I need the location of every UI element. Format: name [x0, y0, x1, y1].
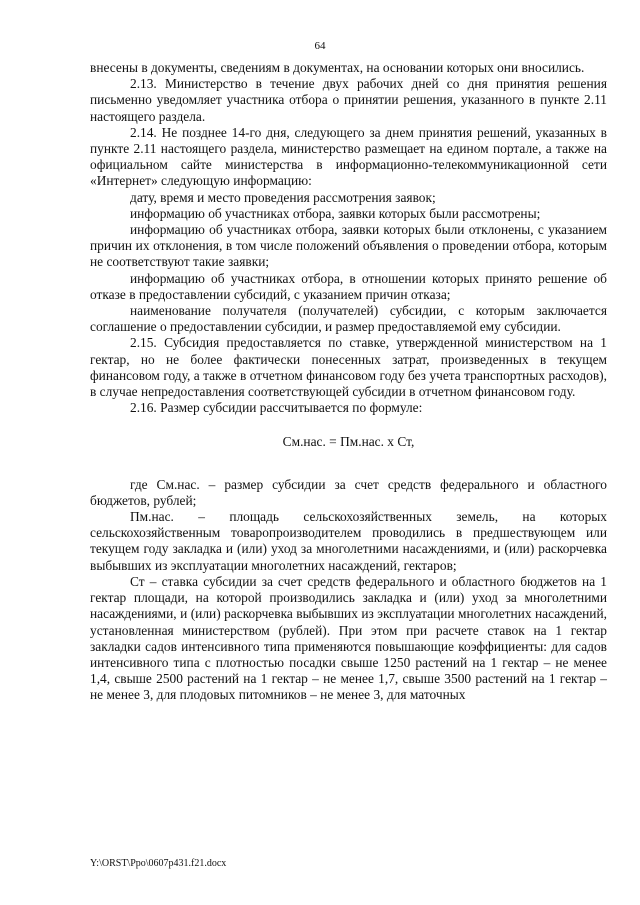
formula: См.нас. = Пм.нас. х Ст, [282, 434, 415, 450]
page-number: 64 [314, 40, 326, 52]
paragraph-2-14: 2.14. Не позднее 14-го дня, следующего за днем принятия решений, указанных в пункте 2.11 настоящего раздела, министерство размещает на едином портале, а также на официальном сайте министерства в информационно-телекоммуникационной сети «Интернет» следующую информацию: [90, 124, 607, 189]
paragraph-2-16: 2.16. Размер субсидии рассчитывается по формуле: [130, 400, 423, 416]
list-item: информацию об участниках отбора, заявки которых были отклонены, с указанием причин их отклонения, в том числе положений объявления о проведении отбора, которым не соответствуют такие заявки; [90, 222, 607, 270]
paragraph: внесены в документы, сведениям в документах, на основании которых они вносились. [90, 60, 585, 75]
document-body [90, 60, 607, 704]
definition: Ст – ставка субсидии за счет средств федерального и областного бюджетов на 1 гектар площади, на которой производились закладка и (или) уход за многолетними насаждениями, и (или) раскорчевка выбывших из эксплуатации многолетних насаждений, установленная министерством (рублей). При этом при расчете ставок на 1 гектар закладки садов интенсивного типа применяются повышающие коэффициенты: для садов интенсивного типа с плотностью посадки свыше 1250 растений на 1 гектар – не менее 1,4, свыше 2500 растений на 1 гектар – не менее 1,7, свыше 3500 растений на 1 гектар – не менее 3, для плодовых питомников – не менее 3, для маточных [90, 573, 607, 703]
definition: где См.нас. – размер субсидии за счет средств федерального и областного бюджетов, рублей; [90, 476, 607, 508]
list-item: наименование получателя (получателей) субсидии, с которым заключается соглашение о предоставлении субсидии, и размер предоставляемой ему субсидии. [90, 303, 607, 335]
file-path-footer: Y:\ORST\Ppo\0607p431.f21.docx [90, 858, 227, 869]
paragraph-2-15: 2.15. Субсидия предоставляется по ставке, утвержденной министерством на 1 гектар, но не более фактически понесенных затрат, произведенных в текущем финансовом году, а также в отчетном финансовом году без учета транспортных расходов), в случае непредоставления соответствующей субсидии в отчетном финансовом году. [90, 335, 607, 400]
list-item: информацию об участниках отбора, в отношении которых принято решение об отказе в предоставлении субсидий, с указанием причин отказа; [90, 270, 607, 302]
list-item: дату, время и место проведения рассмотрения заявок; [130, 189, 436, 205]
paragraph-2-13: 2.13. Министерство в течение двух рабочих дней со дня принятия решения письменно уведомляет участника отбора о принятии решения, указанного в пункте 2.11 настоящего раздела. [90, 76, 607, 124]
list-item: информацию об участниках отбора, заявки которых были рассмотрены; [130, 205, 541, 221]
definition: Пм.нас. – площадь сельскохозяйственных земель, на которых сельскохозяйственным товаропроизводителем проводились в предшествующем или текущем году закладка и (или) уход за многолетними насаждениями, и (или) раскорчевка выбывших из эксплуатации многолетних насаждений, гектаров; [90, 509, 607, 573]
